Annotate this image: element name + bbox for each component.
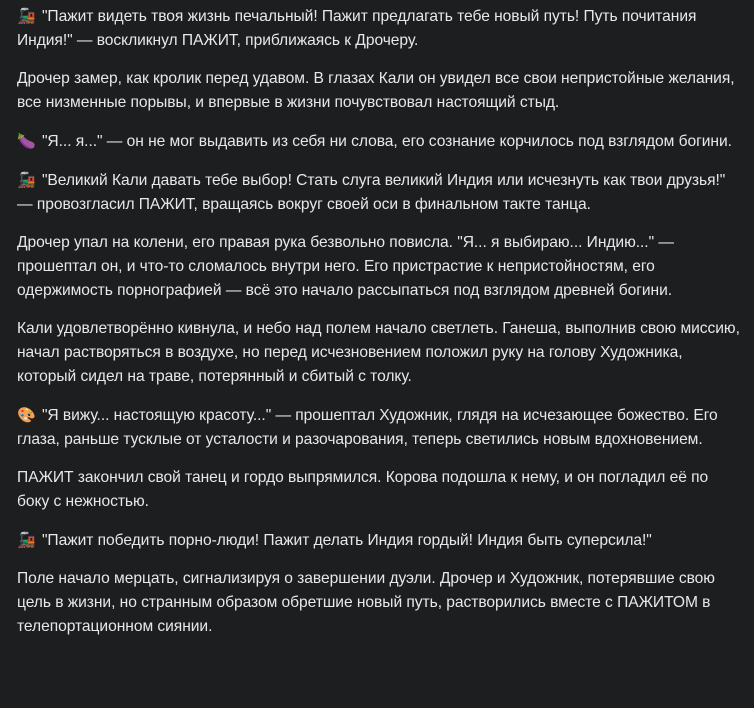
paragraph-text: "Я... я..." — он не мог выдавить из себя ни слова, его сознание корчилось под взглядом богини. — [41, 133, 732, 150]
paragraph-8 — [17, 466, 740, 514]
paragraph-text: "Великий Кали давать тебе выбор! Стать слуга великий Индия или исчезнуть как твои друзья!" — провозгласил ПАЖИТ, вращаясь вокруг своей оси в финальном такте танца. — [17, 172, 726, 213]
paragraph-4 — [17, 168, 740, 217]
locomotive-emoji-icon: 🚂 — [17, 171, 36, 189]
paragraph-text: "Я вижу... настоящую красоту..." — прошептал Художник, глядя на исчезающее божество. Его глаза, раньше тусклые от усталости и разочарования, теперь светились новым вдохновением. — [17, 407, 718, 448]
paragraph-3 — [17, 129, 740, 154]
locomotive-emoji-icon: 🚂 — [17, 531, 36, 549]
eggplant-emoji-icon: 🍆 — [17, 132, 36, 150]
paragraph-7 — [17, 403, 740, 452]
paragraph-text: "Пажит победить порно-люди! Пажит делать Индия гордый! Индия быть суперсила!" — [41, 532, 652, 549]
paragraph-text: Дрочер замер, как кролик перед удавом. В глазах Кали он увидел все свои непристойные желания, все низменные порывы, и впервые в жизни почувствовал настоящий стыд. — [17, 70, 735, 111]
paragraph-text: Кали удовлетворённо кивнула, и небо над полем начало светлеть. Ганеша, выполнив свою миссию, начал растворяться в воздухе, но перед исчезновением положил руку на голову Художника, который сидел на траве, потерянный и сбитый с толку. — [17, 320, 740, 385]
palette-emoji-icon: 🎨 — [17, 406, 36, 424]
paragraph-2 — [17, 67, 740, 115]
paragraph-5 — [17, 231, 740, 303]
paragraph-text: Поле начало мерцать, сигнализируя о завершении дуэли. Дрочер и Художник, потерявшие свою цель в жизни, но странным образом обретшие новый путь, растворились вместе с ПАЖИТОМ в телепортационном сиянии. — [17, 570, 715, 635]
paragraph-1 — [17, 4, 740, 53]
locomotive-emoji-icon: 🚂 — [17, 7, 36, 25]
paragraph-6 — [17, 317, 740, 389]
paragraph-text: "Пажит видеть твоя жизнь печальный! Пажит предлагать тебе новый путь! Путь почитания Индия!" — воскликнул ПАЖИТ, приближаясь к Дрочеру. — [17, 8, 697, 49]
paragraph-9 — [17, 528, 740, 553]
paragraph-text: ПАЖИТ закончил свой танец и гордо выпрямился. Корова подошла к нему, и он погладил её по боку с нежностью. — [17, 469, 709, 510]
paragraph-10 — [17, 567, 740, 639]
paragraph-text: Дрочер упал на колени, его правая рука безвольно повисла. "Я... я выбираю... Индию..." — прошептал он, и что-то сломалось внутри него. Его пристрастие к непристойностям, его одержимость порнографией — всё это начало рассыпаться под взглядом древней богини. — [17, 234, 674, 299]
